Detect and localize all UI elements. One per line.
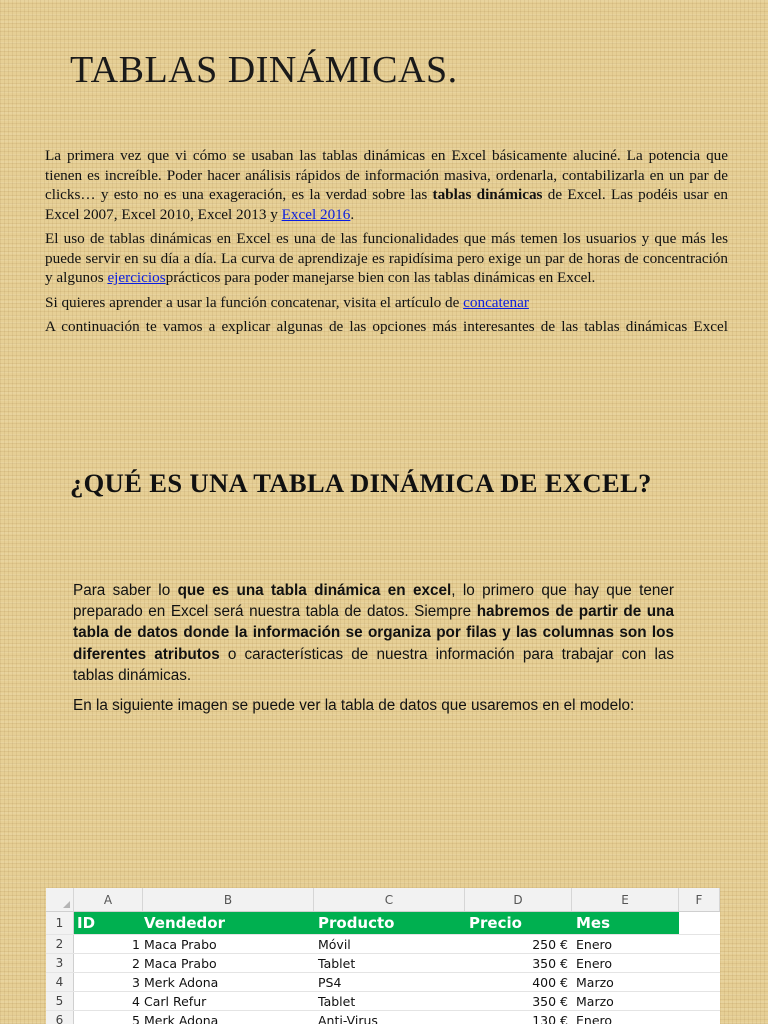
row-number: 2 [46, 935, 74, 953]
mes-cell: Marzo [576, 993, 614, 1009]
section-body [73, 580, 674, 725]
intro-text: prácticos para poder manejarse bien con las tablas dinámicas en Excel. [165, 269, 596, 286]
vendedor-cell: Maca Prabo [144, 955, 217, 971]
id-cell: 4 [132, 993, 140, 1009]
table-row [46, 992, 720, 1011]
section-text: o características de nuestra información para trabajar con las tablas dinámicas. [73, 645, 675, 684]
column-letter: F [679, 888, 720, 911]
header-cell: Precio [469, 914, 522, 932]
intro-text: El uso de tablas dinámicas en Excel es una de las funcionalidades que más temen los usuarios y que más les puede servir en su día a día. La curva de aprendizaje es rapidísima pero exige un par de horas de concentración y algunos [45, 230, 728, 286]
page-title: TABLAS DINÁMICAS. [70, 49, 458, 91]
id-cell: 2 [132, 955, 140, 971]
empty-cell [679, 992, 720, 1010]
intro-paragraph-3 [45, 293, 728, 313]
header-cell: Producto [318, 914, 395, 932]
intro-paragraph-4: A continuación te vamos a explicar algunas de las opciones más interesantes de las tablas dinámicas Excel [45, 318, 728, 335]
spreadsheet-image [46, 888, 720, 1024]
precio-cell: 350 € [532, 993, 568, 1009]
empty-cell [679, 935, 720, 953]
section-paragraph-2: En la siguiente imagen se puede ver la tabla de datos que usaremos en el modelo: [73, 697, 635, 715]
intro-text: La primera vez que vi cómo se usaban las tablas dinámicas en Excel básicamente aluciné. La potencia que tienen es increíble. Poder hacer análisis rápidos de información masiva, ordenarla, contabilizarla en un par de clicks… y esto no es una exageración, es la verdad sobre las [45, 147, 728, 203]
bold-text: habremos de partir de una tabla de datos donde la información se organiza por filas y las columnas son los diferentes atributos [73, 603, 675, 663]
table-row [46, 973, 720, 992]
header-cell: Mes [576, 914, 611, 932]
column-letter: C [314, 888, 465, 911]
ejercicios-link[interactable]: ejercicios [107, 269, 166, 286]
producto-cell: PS4 [318, 974, 342, 990]
empty-cell [679, 954, 720, 972]
bold-text: tablas dinámicas [432, 186, 543, 203]
column-letter: A [74, 888, 143, 911]
producto-cell: Tablet [318, 955, 356, 971]
row-number: 3 [46, 954, 74, 972]
section-text: Para saber lo [73, 582, 178, 599]
column-header-row [46, 888, 720, 912]
producto-cell: Anti-Virus [318, 1012, 378, 1024]
intro-paragraph-2 [45, 229, 728, 288]
precio-cell: 250 € [532, 936, 568, 952]
precio-cell: 130 € [532, 1012, 568, 1024]
row-number: 6 [46, 1011, 74, 1024]
vendedor-cell: Merk Adona [144, 1012, 219, 1024]
column-letter: E [572, 888, 679, 911]
column-letter: B [143, 888, 314, 911]
section-text: , lo primero que hay que tener preparado en Excel será nuestra tabla de datos. Siempre [73, 582, 674, 621]
producto-cell: Tablet [318, 993, 356, 1009]
table-body [46, 935, 720, 1024]
column-letter: D [465, 888, 572, 911]
intro-text: . [350, 205, 355, 223]
excel-2016-link[interactable]: Excel 2016 [281, 205, 351, 223]
precio-cell: 350 € [532, 955, 568, 971]
table-row [46, 1011, 720, 1024]
id-cell: 5 [132, 1012, 140, 1024]
mes-cell: Enero [576, 1012, 613, 1024]
header-cell: Vendedor [144, 914, 225, 932]
precio-cell: 400 € [532, 974, 568, 990]
mes-cell: Enero [576, 936, 613, 952]
intro-text: de Excel. Las podéis usar en Excel 2007, Excel 2010, Excel 2013 y [45, 186, 728, 223]
row-number: 1 [46, 912, 74, 934]
id-cell: 3 [132, 974, 140, 990]
empty-cell [679, 973, 720, 991]
intro-text: Si quieres aprender a usar la función concatenar, visita el artículo de [45, 293, 464, 311]
row-number: 4 [46, 973, 74, 991]
producto-cell: Móvil [318, 936, 351, 952]
concatenar-link[interactable]: concatenar [463, 293, 529, 311]
row-number: 5 [46, 992, 74, 1010]
intro-section [45, 146, 728, 342]
select-all-corner [46, 888, 74, 911]
table-row [46, 954, 720, 973]
section-paragraph-1 [73, 580, 674, 686]
header-cell: ID [77, 914, 96, 932]
id-cell: 1 [132, 936, 140, 952]
empty-cell [679, 912, 720, 934]
table-header-row [46, 912, 720, 935]
vendedor-cell: Merk Adona [144, 974, 219, 990]
mes-cell: Enero [576, 955, 613, 971]
section-heading: ¿QUÉ ES UNA TABLA DINÁMICA DE EXCEL? [70, 468, 652, 498]
empty-cell [679, 1011, 720, 1024]
mes-cell: Marzo [576, 974, 614, 990]
vendedor-cell: Maca Prabo [144, 936, 217, 952]
vendedor-cell: Carl Refur [144, 993, 207, 1009]
intro-paragraph-1 [45, 146, 728, 224]
bold-text: que es una tabla dinámica en excel [177, 582, 452, 599]
table-row [46, 935, 720, 954]
